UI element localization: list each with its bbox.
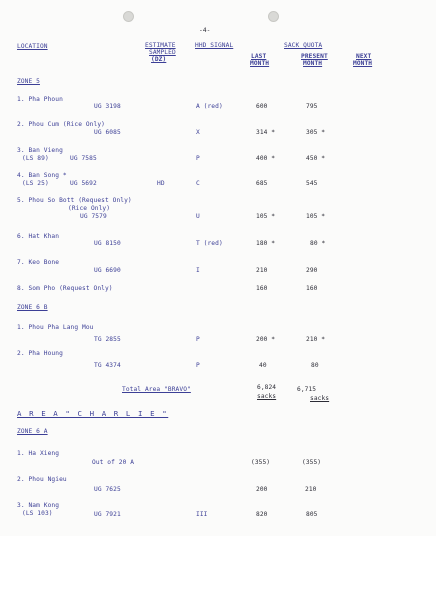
grid-code: UG 3198 [94,103,121,110]
present-month-value: (355) [302,459,322,466]
header-next-month: MONTH [353,60,373,67]
location-subname: (LS 103) [22,510,53,517]
grid-code: UG 6690 [94,267,121,274]
estimated-dz: HD [157,180,165,187]
last-month-value: 160 [256,285,268,292]
header-present-month: MONTH [303,60,323,67]
location-subname: (LS 25) [22,180,49,187]
present-month-value: 305 * [306,129,326,136]
punch-hole [268,11,279,22]
header-next: NEXT [356,53,372,60]
grid-code: TG 2855 [94,336,121,343]
header-estimated: ESTIMATE [145,42,176,49]
grid-code: Out of 20 A [92,459,135,466]
hhd-signal: III [196,511,208,518]
header-estimated-line2: SAMPLED [149,49,176,56]
hhd-signal: P [196,336,200,343]
location-name: 3. Ban Vieng [17,147,63,154]
last-month-value: 200 [256,486,268,493]
present-month-value: 805 [306,511,318,518]
grid-code: UG 7625 [94,486,121,493]
location-name: 2. Phou Ngieu [17,476,67,483]
grid-code: UG 7579 [80,213,107,220]
total-last-unit: sacks [257,393,277,400]
present-month-value: 290 [306,267,318,274]
header-last-month: MONTH [250,60,270,67]
header-hhd-signal: HHD SIGNAL [195,42,234,49]
present-month-value: 545 [306,180,318,187]
hhd-signal: C [196,180,200,187]
hhd-signal: P [196,362,200,369]
location-name: 1. Phou Pha Lang Mou [17,324,94,331]
location-name: 4. Ban Song * [17,172,67,179]
last-month-value: 180 * [256,240,276,247]
hhd-signal: A (red) [196,103,223,110]
header-last: LAST [251,53,267,60]
location-name: 8. Som Pho (Request Only) [17,285,113,292]
grid-code: UG 8150 [94,240,121,247]
hhd-signal: T (red) [196,240,223,247]
location-name: 7. Keo Bone [17,259,60,266]
zone-title: ZONE 6 A [17,428,48,435]
location-name: 6. Hat Khan [17,233,60,240]
location-name: 3. Nam Kong [17,502,60,509]
area-title: A R E A " C H A R L I E " [17,409,169,418]
last-month-value: (355) [251,459,271,466]
total-label: Total Area "BRAVO" [122,386,191,393]
header-estimated-line3: (DZ) [151,56,167,63]
total-present-unit: sacks [310,395,330,402]
grid-code: UG 5692 [70,180,97,187]
grid-code: UG 6085 [94,129,121,136]
grid-code: UG 7921 [94,511,121,518]
present-month-value: 210 * [306,336,326,343]
hhd-signal: X [196,129,200,136]
zone-title: ZONE 6 B [17,304,48,311]
present-month-value: 105 * [306,213,326,220]
last-month-value: 600 [256,103,268,110]
last-month-value: 400 * [256,155,276,162]
present-month-value: 160 [306,285,318,292]
location-name: 1. Ha Xieng [17,450,60,457]
hhd-signal: P [196,155,200,162]
location-subname: (LS 89) [22,155,49,162]
page-number: -4- [199,27,211,34]
hhd-signal: I [196,267,200,274]
location-name: 2. Pha Houng [17,350,63,357]
last-month-value: 210 [256,267,268,274]
present-month-value: 80 * [310,240,326,247]
last-month-value: 105 * [256,213,276,220]
present-month-value: 795 [306,103,318,110]
grid-code: UG 7585 [70,155,97,162]
location-name: 2. Phou Cum (Rice Only) [17,121,105,128]
total-present-month: 6,715 [297,386,317,393]
header-location: LOCATION [17,43,48,50]
last-month-value: 200 * [256,336,276,343]
grid-code: TG 4374 [94,362,121,369]
header-present: PRESENT [301,53,328,60]
punch-hole [123,11,134,22]
hhd-signal: U [196,213,200,220]
last-month-value: 314 * [256,129,276,136]
present-month-value: 80 [311,362,319,369]
total-last-month: 6,824 [257,384,277,391]
location-name: 1. Pha Phoun [17,96,63,103]
last-month-value: 685 [256,180,268,187]
present-month-value: 210 [305,486,317,493]
zone-title: ZONE 5 [17,78,40,85]
last-month-value: 820 [256,511,268,518]
header-sack-quota: SACK QUOTA [284,42,323,49]
present-month-value: 450 * [306,155,326,162]
location-subname: (Rice Only) [68,205,111,212]
last-month-value: 40 [259,362,267,369]
location-name: 5. Phou So Bott (Request Only) [17,197,132,204]
